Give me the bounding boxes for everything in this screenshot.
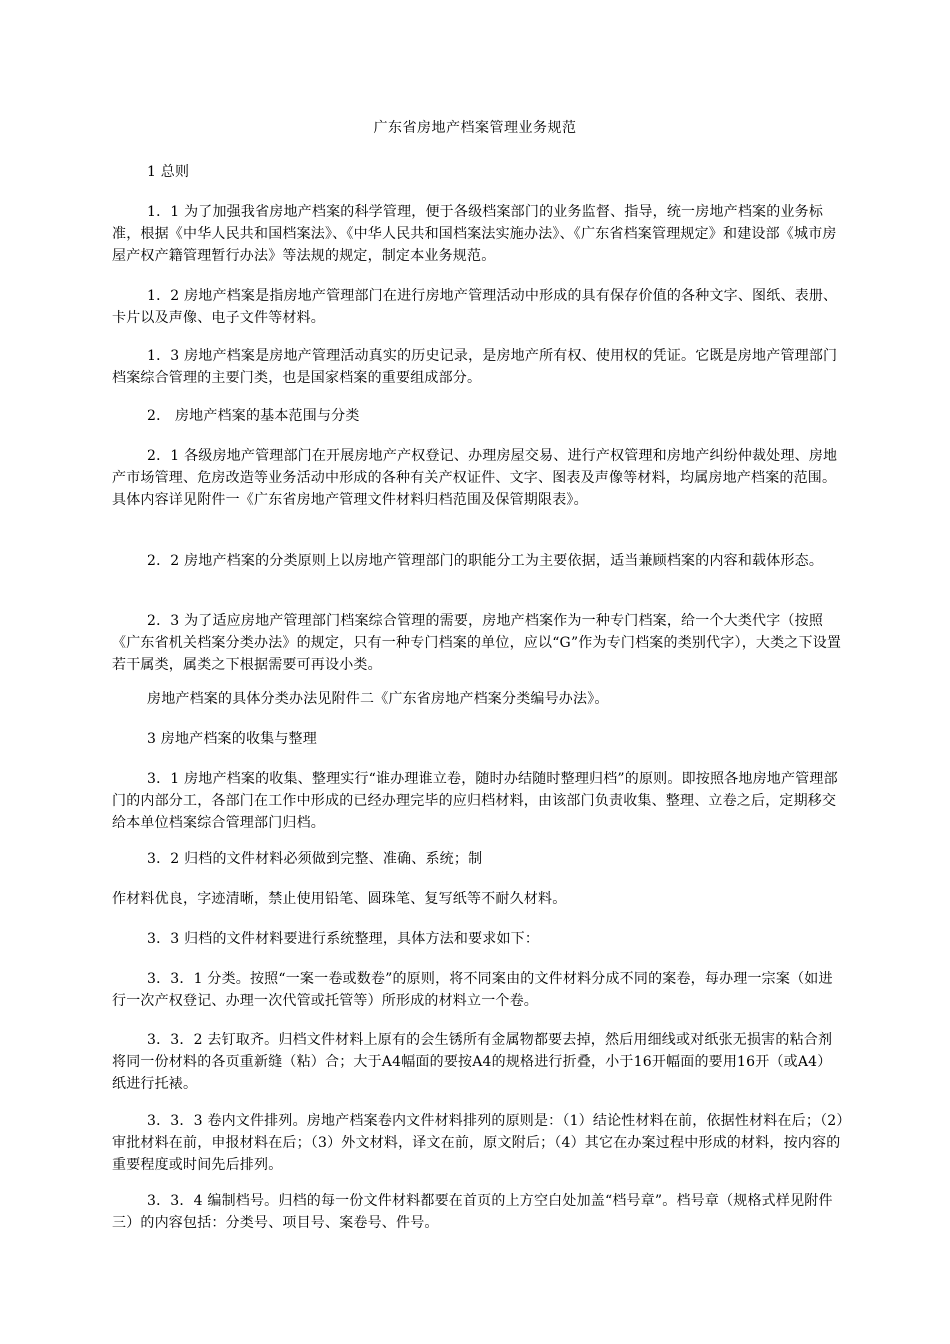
paragraph-3-3-4: 3．3．4 编制档号。归档的每一份文件材料都要在首页的上方空白处加盖“档号章”。档号章（规格式样见附件三）的内容包括：分类号、项目号、案卷号、件号。: [112, 1193, 833, 1231]
paragraph-2-note: 房地产档案的具体分类办法见附件二《广东省房地产档案分类编号办法》。: [147, 691, 609, 707]
paragraph-2-3: 2．3 为了适应房地产管理部门档案综合管理的需要，房地产档案作为一种专门档案，给一个大类代字（按照《广东省机关档案分类办法》的规定，只有一种专门档案的单位，应以“G”作为专门档案的类别代字），大类之下设置若干属类，属类之下根据需要可再设小类。: [112, 613, 842, 673]
paragraph-2-2: 2．2 房地产档案的分类原则上以房地产管理部门的职能分工为主要依据，适当兼顾档案的内容和载体形态。: [147, 553, 824, 569]
paragraph-3-3-1: 3．3．1 分类。按照“一案一卷或数卷”的原则，将不同案由的文件材料分成不同的案卷，每办理一宗案（如进行一次产权登记、办理一次代管或托管等）所形成的材料立一个卷。: [112, 971, 833, 1009]
document-title: 广东省房地产档案管理业务规范: [373, 120, 577, 136]
paragraph-1-3: 1．3 房地产档案是房地产管理活动真实的历史记录，是房地产所有权、使用权的凭证。它既是房地产管理部门档案综合管理的主要门类，也是国家档案的重要组成部分。: [112, 348, 838, 386]
section-heading-1: 1 总则: [147, 164, 190, 180]
paragraph-1-2: 1．2 房地产档案是指房地产管理部门在进行房地产管理活动中形成的具有保存价值的各种文字、图纸、表册、卡片以及声像、电子文件等材料。: [112, 288, 838, 326]
paragraph-3-3-3: 3．3．3 卷内文件排列。房地产档案卷内文件材料排列的原则是：（1）结论性材料在前，依据性材料在后；（2）审批材料在前，申报材料在后；（3）外文材料，译文在前，原文附后；（4）其它在办案过程中形成的材料，按内容的重要程度或时间先后排列。: [112, 1113, 844, 1173]
section-heading-2: 2． 房地产档案的基本范围与分类: [147, 408, 360, 424]
paragraph-1-1: 1．1 为了加强我省房地产档案的科学管理，便于各级档案部门的业务监督、指导，统一房地产档案的业务标准，根据《中华人民共和国档案法》、《中华人民共和国档案法实施办法》、《广东省档案管理规定》和建设部《城市房屋产权产籍管理暂行办法》等法规的规定，制定本业务规范。: [112, 204, 837, 264]
paragraph-3-1: 3．1 房地产档案的收集、整理实行“谁办理谁立卷，随时办结随时整理归档”的原则。即按照各地房地产管理部门的内部分工，各部门在工作中形成的已经办理完毕的应归档材料，由该部门负责收集、整理、立卷之后，定期移交给本单位档案综合管理部门归档。: [112, 771, 838, 831]
paragraph-3-3-2: 3．3．2 去钉取齐。归档文件材料上原有的会生锈所有金属物都要去掉，然后用细线或对纸张无损害的粘合剂将同一份材料的各页重新缝（粘）合；大于A4幅面的要按A4的规格进行折叠，小于16开幅面的要用16开（或A4）纸进行托裱。: [112, 1032, 833, 1092]
paragraph-3-3: 3．3 归档的文件材料要进行系统整理，具体方法和要求如下：: [147, 931, 540, 947]
paragraph-3-2-continued: 作材料优良，字迹清晰，禁止使用铅笔、圆珠笔、复写纸等不耐久材料。: [112, 891, 567, 907]
paragraph-2-1: 2．1 各级房地产管理部门在开展房地产产权登记、办理房屋交易、进行产权管理和房地产纠纷仲裁处理、房地产市场管理、危房改造等业务活动中形成的各种有关产权证件、文字、图表及声像等材料，均属房地产档案的范围。具体内容详见附件一《广东省房地产管理文件材料归档范围及保管期限表》。: [112, 448, 838, 508]
paragraph-3-2: 3．2 归档的文件材料必须做到完整、准确、系统；制: [147, 851, 483, 867]
section-heading-3: 3 房地产档案的收集与整理: [147, 731, 317, 747]
